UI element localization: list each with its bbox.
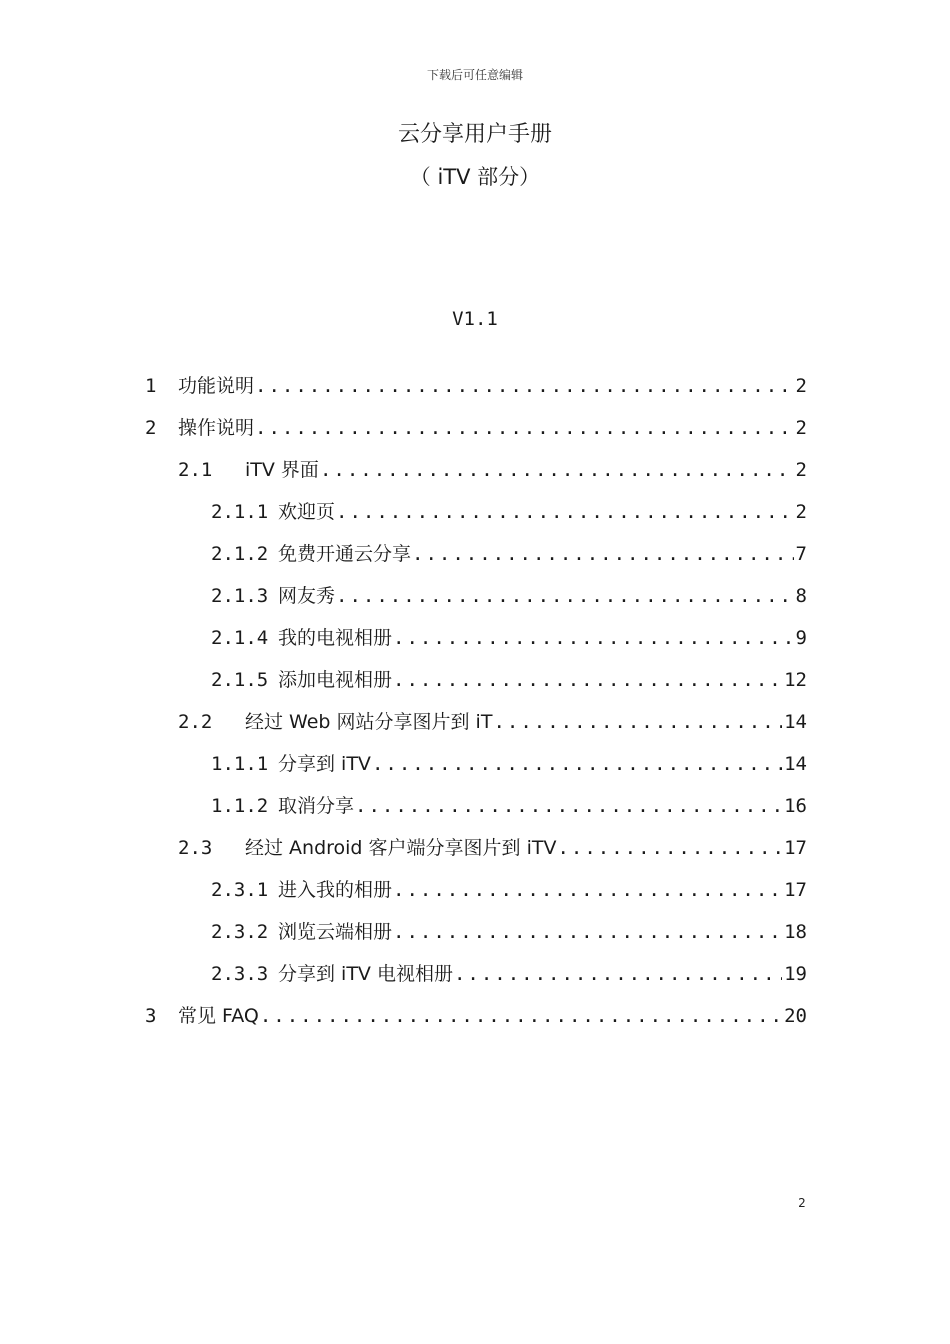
toc-entry-page: 20 bbox=[784, 1005, 807, 1027]
toc-entry[interactable] bbox=[211, 791, 807, 821]
toc-entry-page: 9 bbox=[795, 627, 807, 649]
page-number: 2 bbox=[798, 1196, 806, 1210]
toc-entry-title: iTV 界面 bbox=[245, 459, 319, 481]
toc-entry-title: 经过 Android 客户端分享图片到 iTV bbox=[245, 837, 557, 859]
toc-entry[interactable] bbox=[211, 917, 807, 947]
toc-entry-number: 3 bbox=[145, 1005, 157, 1027]
toc-entry-page: 18 bbox=[784, 921, 807, 943]
toc-entry-page: 19 bbox=[784, 963, 807, 985]
toc-dot-leader bbox=[493, 707, 782, 737]
toc-dot-leader bbox=[336, 497, 794, 527]
toc-entry-number: 1 bbox=[145, 375, 157, 397]
toc-entry[interactable] bbox=[211, 959, 807, 989]
toc-entry-number: 2 bbox=[145, 417, 157, 439]
toc-entry-page: 12 bbox=[784, 669, 807, 691]
toc-entry-title: 操作说明 bbox=[178, 417, 255, 439]
toc-dot-leader bbox=[393, 665, 782, 695]
toc-entry-title: 网友秀 bbox=[278, 585, 336, 607]
toc-entry[interactable] bbox=[211, 623, 807, 653]
toc-entry-number: 2.1.3 bbox=[211, 585, 269, 607]
toc-entry-page: 7 bbox=[795, 543, 807, 565]
toc-entry-number: 2.1.4 bbox=[211, 627, 269, 649]
toc-entry-title: 我的电视相册 bbox=[278, 627, 393, 649]
toc-entry-page: 14 bbox=[784, 711, 807, 733]
toc-dot-leader bbox=[393, 623, 794, 653]
toc-dot-leader bbox=[557, 833, 782, 863]
toc-dot-leader bbox=[320, 455, 794, 485]
toc-entry-title: 进入我的相册 bbox=[278, 879, 393, 901]
toc-entry[interactable] bbox=[145, 1001, 807, 1031]
toc-entry[interactable] bbox=[211, 497, 807, 527]
toc-entry-page: 16 bbox=[784, 795, 807, 817]
toc-entry-title: 添加电视相册 bbox=[278, 669, 393, 691]
toc-entry-number: 2.3.1 bbox=[211, 879, 269, 901]
toc-entry-page: 14 bbox=[784, 753, 807, 775]
document-title: 云分享用户手册 bbox=[397, 122, 552, 147]
toc-entry-title: 常见 FAQ bbox=[178, 1005, 259, 1027]
toc-entry-number: 2.1.2 bbox=[211, 543, 269, 565]
toc-entry[interactable] bbox=[178, 833, 807, 863]
toc-dot-leader bbox=[372, 749, 782, 779]
toc-dot-leader bbox=[255, 413, 794, 443]
toc-dot-leader bbox=[393, 875, 782, 905]
toc-entry[interactable] bbox=[211, 665, 807, 695]
toc-entry-title: 浏览云端相册 bbox=[278, 921, 393, 943]
toc-entry-number: 1.1.1 bbox=[211, 753, 269, 775]
toc-entry-page: 8 bbox=[795, 585, 807, 607]
toc-entry-page: 17 bbox=[784, 837, 807, 859]
toc-entry-number: 1.1.2 bbox=[211, 795, 269, 817]
toc-entry-page: 17 bbox=[784, 879, 807, 901]
toc-entry[interactable] bbox=[211, 539, 807, 569]
toc-entry-page: 2 bbox=[795, 417, 807, 439]
toc-entry-title: 取消分享 bbox=[278, 795, 355, 817]
toc-dot-leader bbox=[412, 539, 794, 569]
toc-entry-page: 2 bbox=[795, 375, 807, 397]
page-header: 下载后可任意编辑 bbox=[426, 68, 523, 82]
toc-entry-number: 2.1.1 bbox=[211, 501, 269, 523]
toc-entry[interactable] bbox=[145, 371, 807, 401]
toc-entry-number: 2.2 bbox=[178, 711, 213, 733]
toc-entry-title: 分享到 iTV 电视相册 bbox=[278, 963, 453, 985]
toc-entry-page: 2 bbox=[795, 459, 807, 481]
toc-dot-leader bbox=[255, 371, 794, 401]
document-version: V1.1 bbox=[452, 308, 498, 330]
toc-entry-number: 2.3.2 bbox=[211, 921, 269, 943]
toc-entry-page: 2 bbox=[795, 501, 807, 523]
toc-entry-number: 2.3 bbox=[178, 837, 213, 859]
toc-dot-leader bbox=[355, 791, 782, 821]
toc-entry-number: 2.1.5 bbox=[211, 669, 269, 691]
toc-entry[interactable] bbox=[211, 581, 807, 611]
toc-entry-title: 分享到 iTV bbox=[278, 753, 371, 775]
toc-entry-title: 功能说明 bbox=[178, 375, 255, 397]
toc-entry-title: 免费开通云分享 bbox=[278, 543, 412, 565]
toc-dot-leader bbox=[454, 959, 782, 989]
toc-entry-number: 2.3.3 bbox=[211, 963, 269, 985]
toc-entry[interactable] bbox=[211, 875, 807, 905]
toc-dot-leader bbox=[260, 1001, 782, 1031]
toc-entry[interactable] bbox=[211, 749, 807, 779]
toc-entry-title: 欢迎页 bbox=[278, 501, 336, 523]
toc-entry[interactable] bbox=[178, 707, 807, 737]
document-subtitle: （ iTV 部分） bbox=[409, 165, 541, 189]
toc-entry[interactable] bbox=[178, 455, 807, 485]
toc-dot-leader bbox=[393, 917, 782, 947]
toc-entry-number: 2.1 bbox=[178, 459, 213, 481]
toc-entry[interactable] bbox=[145, 413, 807, 443]
toc-entry-title: 经过 Web 网站分享图片到 iT bbox=[245, 711, 493, 733]
toc-dot-leader bbox=[336, 581, 794, 611]
